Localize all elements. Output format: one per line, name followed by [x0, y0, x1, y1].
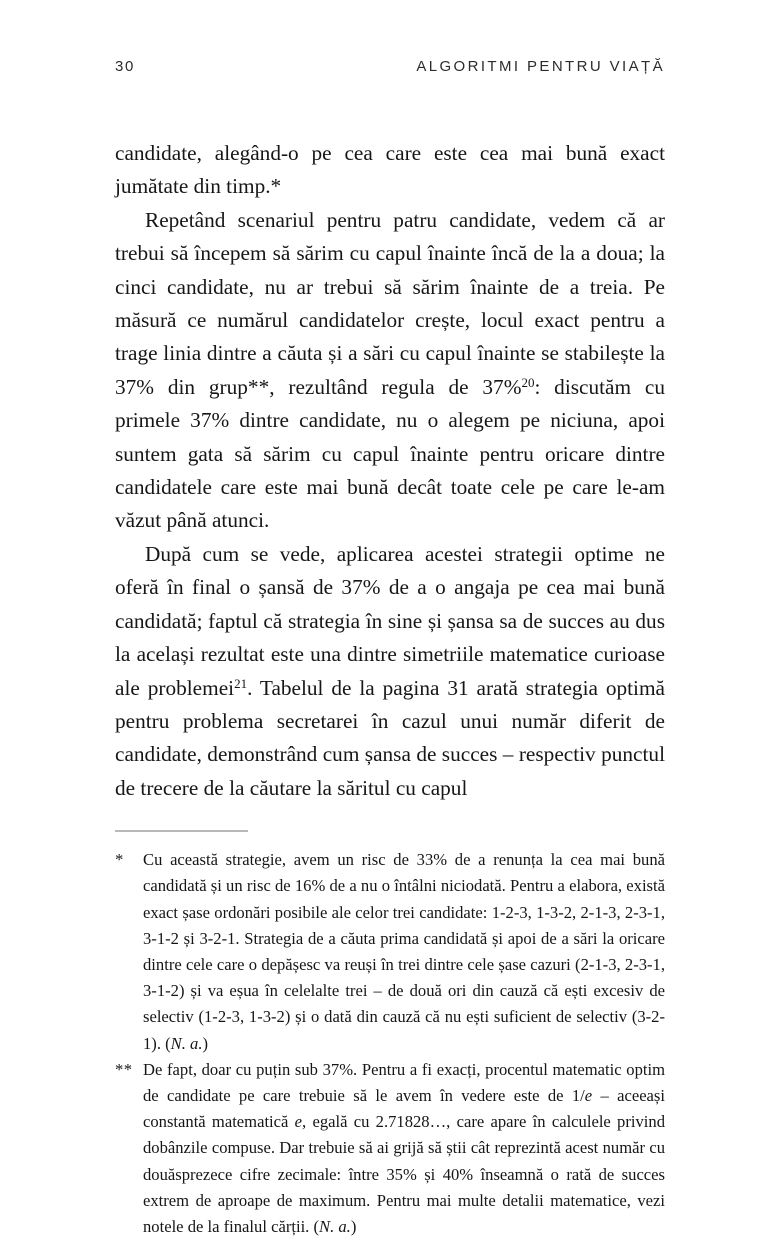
footnote-author-note: N. a. [319, 1216, 351, 1236]
math-constant-e: e [294, 1112, 303, 1132]
endnote-reference-20: 20 [521, 374, 535, 390]
footnotes-section [115, 830, 665, 1240]
running-head [115, 58, 665, 75]
body-paragraph-continuation [115, 137, 665, 204]
footnote-text: , egală cu 2.71828…, care apare în calculele privind dobânzile compuse. Dar trebuie să ai grijă să știi cât reprezintă acest număr cu douăsprezece cifre zecimale: între 35% și 40% înseamnă o rată de succes extrem de aproape de maximum. Pentru mai multe detalii matematice, vezi notele de la finalul cărții. ( [143, 1112, 665, 1236]
footnote-text: ) [350, 1216, 357, 1236]
footnote-author-note: N. a. [170, 1033, 203, 1053]
footnote-text: De fapt, doar cu puțin sub 37%. Pentru a fi exacți, procentul matematic optim de candidate pe care trebuie să le avem în vedere este de 1/ [143, 1059, 665, 1105]
footnote-text: – aceeași constantă matematică [143, 1085, 665, 1132]
body-text [115, 137, 665, 805]
footnote-double-asterisk [115, 1057, 665, 1240]
footnote-asterisk [115, 847, 665, 1057]
running-title: ALGORITMI PENTRU VIAȚĂ [416, 58, 665, 75]
paragraph-text: Repetând scenariul pentru patru candidate, vedem că ar trebui să începem să sărim cu capul înainte încă de la a doua; la cinci candidate, nu ar trebui să sărim înainte de a treia. Pe măsură ce numărul candidatelor crește, locul exact pentru a trage linia dintre a căuta și a sări cu capul înainte se stabilește la 37% din grup**, rezultând regula de 37% [115, 207, 665, 399]
paragraph-text: candidate, alegând-o pe cea care este cea mai bună exact jumătate din timp.* [115, 141, 665, 199]
body-paragraph [115, 204, 665, 538]
footnote-text: ) [202, 1033, 208, 1053]
footnote-text: Cu această strategie, avem un risc de 33% de a renunța la cea mai bună candidată și un risc de 16% de a nu o întâlni niciodată. Pentru a elabora, există exact șase ordonări posibile ale celor trei candidate: 1-2-3, 1-3-2, 2-1-3, 2-3-1, 3-1-2 și 3-2-1. Strategia de a căuta prima candidată și apoi de a sări la oricare dintre cele care o depășesc va reuși în trei dintre cele șase cazuri (2-1-3, 2-3-1, 3-1-2) și va eșua în celelalte trei – de două ori din cauză că ești excesiv de selectiv (1-2-3, 1-3-2) și o dată din cauză că nu ești suficient de selectiv (3-2-1). ( [143, 850, 665, 1053]
endnote-reference-21: 21 [234, 675, 248, 691]
footnote-marker: * [115, 850, 124, 870]
paragraph-text: . Tabelul de la pagina 31 arată strategia optimă pentru problema secretarei în cazul unui număr diferit de candidate, demonstrând cum șansa de succes – respectiv punctul de trecere de la căutare la săritul cu capul [115, 675, 665, 800]
footnote-divider [115, 830, 248, 832]
page-number: 30 [115, 58, 135, 75]
paragraph-text: După cum se vede, aplicarea acestei strategii optime ne oferă în final o șansă de 37% de a o angaja pe cea mai bună candidată; faptul că strategia în sine și șansa sa de succes au dus la același rezultat este una dintre simetriile matematice curioase ale problemei [115, 541, 665, 700]
body-paragraph [115, 538, 665, 805]
footnote-marker: ** [115, 1059, 133, 1079]
math-constant-e: e [584, 1085, 593, 1105]
paragraph-text: : discutăm cu primele 37% dintre candidate, nu o alegem pe niciuna, apoi suntem gata să sărim cu capul înainte pentru oricare dintre candidatele care este mai bună decât toate cele pe care le-am văzut până atunci. [115, 374, 665, 533]
